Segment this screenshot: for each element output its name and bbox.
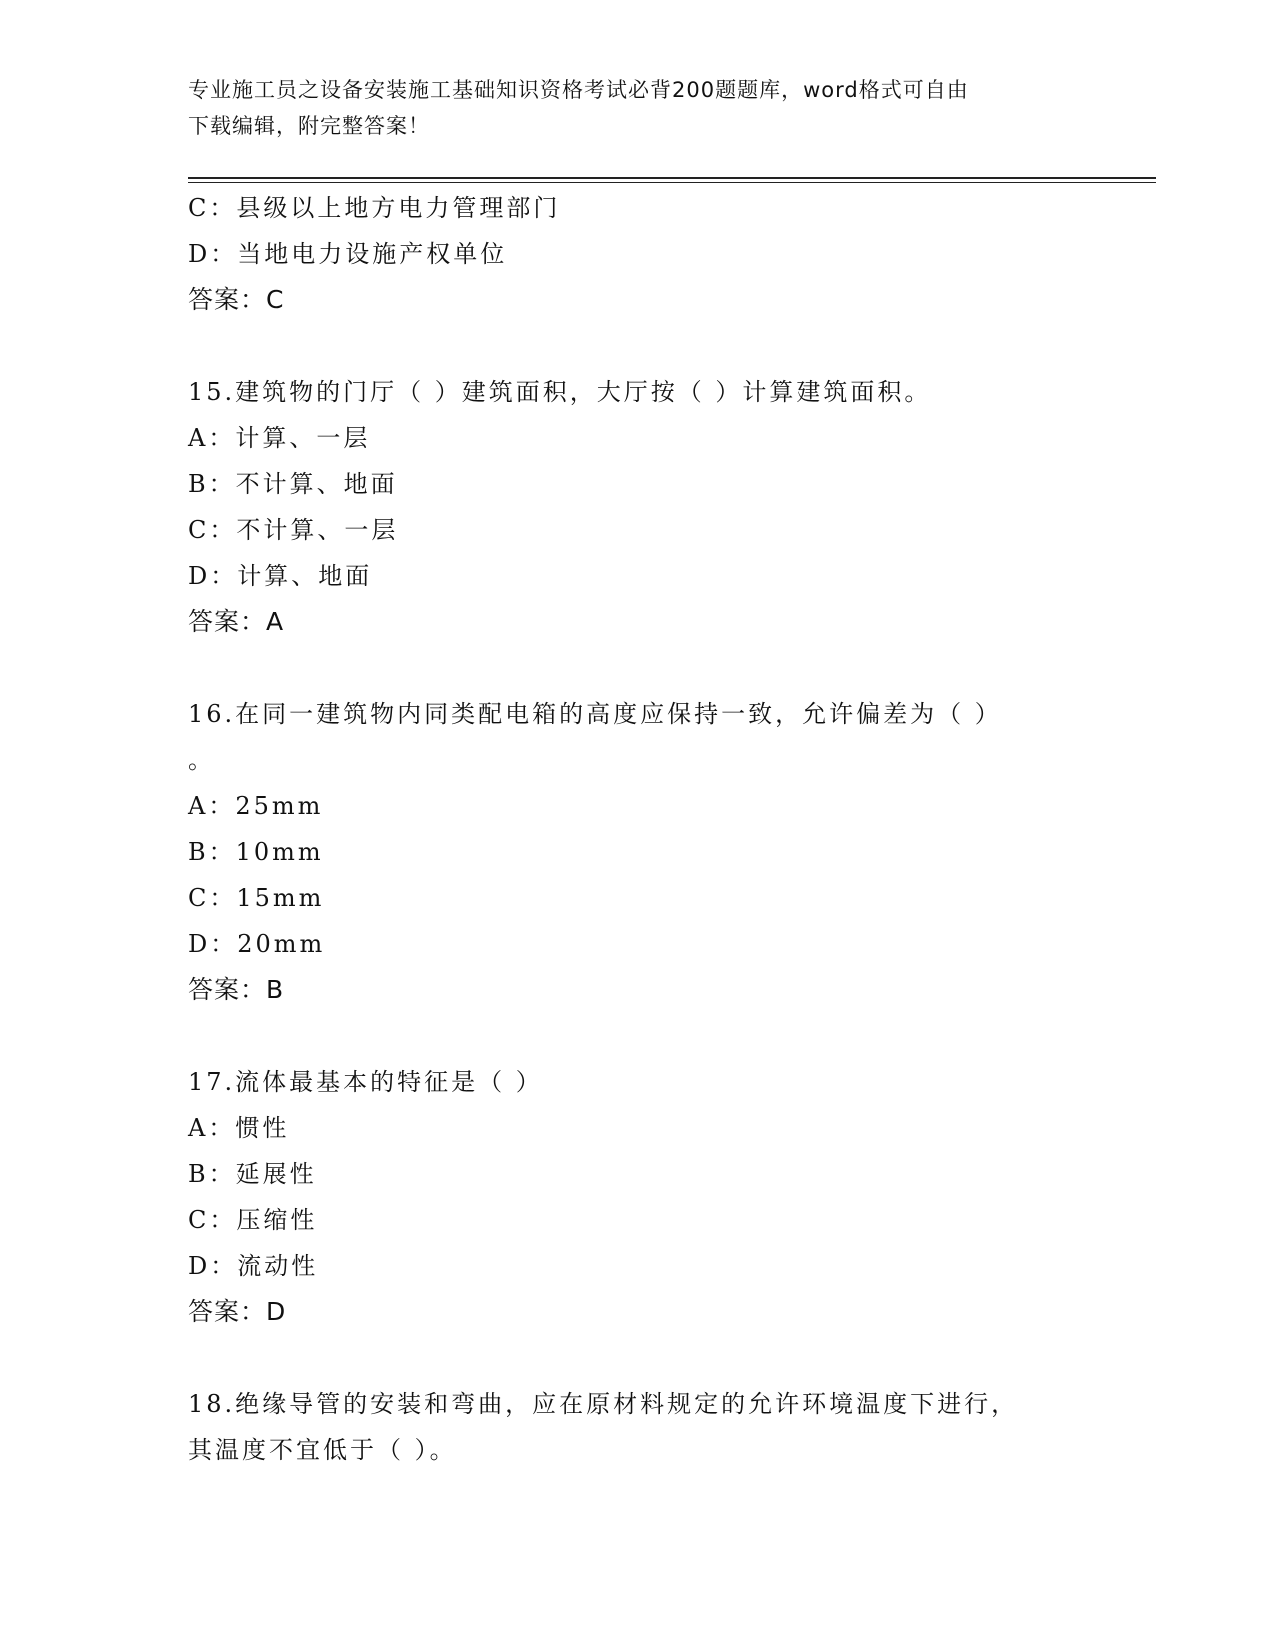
q16-answer: 答案：B [188,975,285,1004]
header-divider [188,177,1156,179]
q18-stem-continuation: 其温度不宜低于（ ）。 [188,1436,457,1464]
q16-option-b: B：10mm [188,838,324,866]
q14-answer: 答案：C [188,285,285,314]
q16-stem-continuation: 。 [188,746,215,774]
q17-option-b: B：延展性 [188,1160,317,1188]
q17-option-c: C：压缩性 [188,1206,318,1234]
q15-option-a: A：计算、一层 [188,424,371,452]
q15-stem: 15.建筑物的门厅（ ）建筑面积，大厅按（ ）计算建筑面积。 [188,378,932,406]
q16-option-a: A：25mm [188,792,324,820]
q17-option-d: D：流动性 [188,1252,319,1280]
q18-stem: 18.绝缘导管的安装和弯曲，应在原材料规定的允许环境温度下进行， [188,1390,1019,1418]
q14-option-d: D：当地电力设施产权单位 [188,240,508,268]
q17-answer: 答案：D [188,1297,287,1326]
q17-option-a: A：惯性 [188,1114,290,1142]
q15-option-c: C：不计算、一层 [188,516,399,544]
q14-option-c: C：县级以上地方电力管理部门 [188,194,561,222]
header-line-1: 专业施工员之设备安装施工基础知识资格考试必背200题题库，word格式可自由 [188,78,969,102]
question-list [188,185,1088,1473]
q17-stem: 17.流体最基本的特征是（ ） [188,1068,543,1096]
q15-option-d: D：计算、地面 [188,562,373,590]
header-divider-thin [188,182,1156,183]
header-line-2: 下载编辑，附完整答案！ [188,114,430,138]
q15-answer: 答案：A [188,607,285,636]
q16-option-c: C：15mm [188,884,325,912]
document-header [188,72,1068,144]
q15-option-b: B：不计算、地面 [188,470,398,498]
q16-option-d: D：20mm [188,930,326,958]
q16-stem: 16.在同一建筑物内同类配电箱的高度应保持一致，允许偏差为（ ） [188,700,1002,728]
